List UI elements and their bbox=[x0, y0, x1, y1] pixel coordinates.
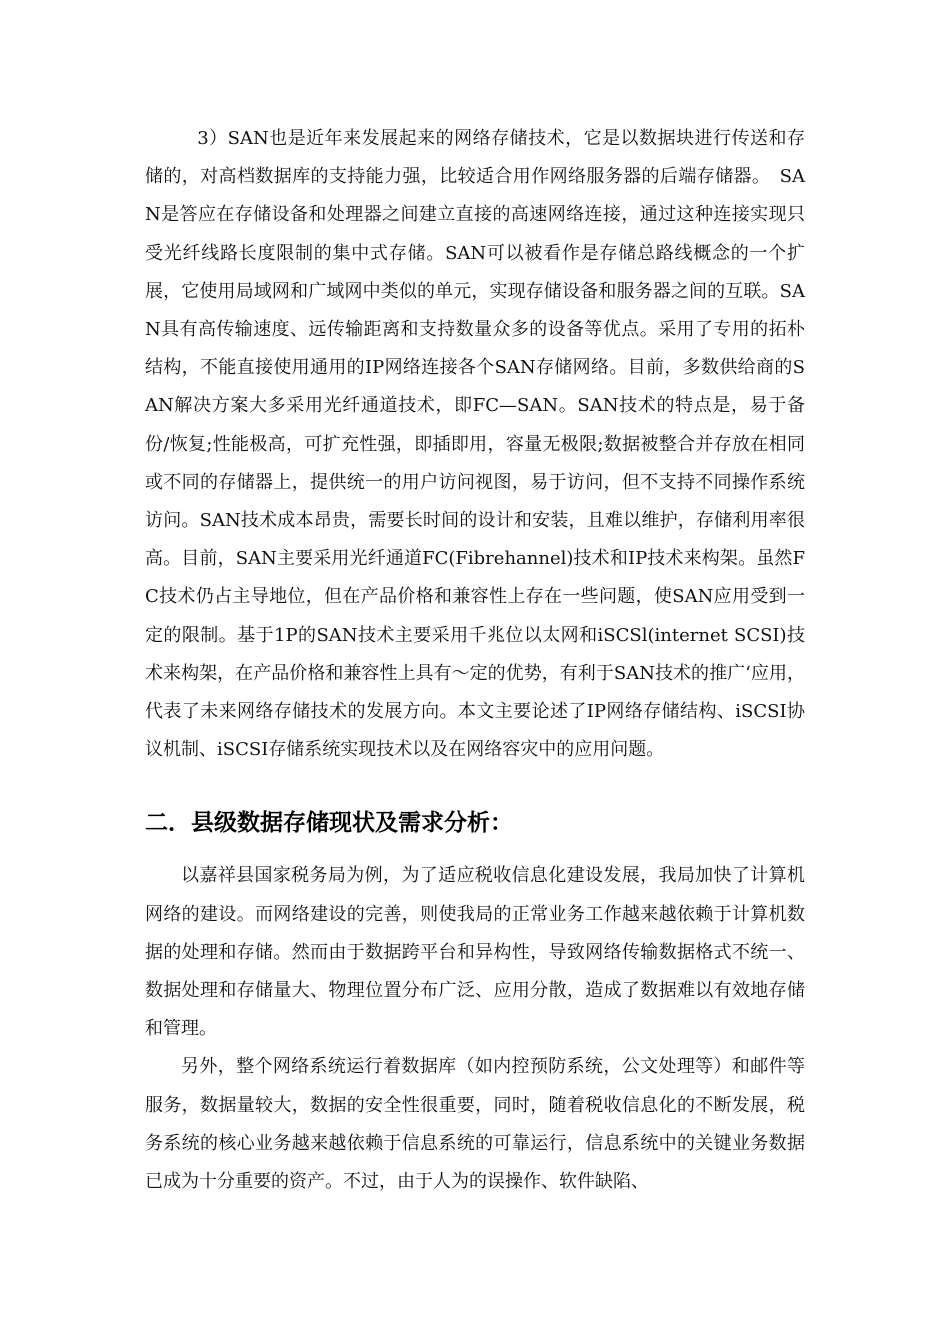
paragraph-san-overview: 3）SAN也是近年来发展起来的网络存储技术，它是以数据块进行传送和存储的，对高档数据库的支持能力强，比较适合用作网络服务器的后端存储器。 SAN是答应在存储设备和处理器之间建立直接的高速网络连接，通过这种连接实现只受光纤线路长度限制的集中式存储。SAN可以被看作是存储总路线概念的一个扩展，它使用局域网和广域网中类似的单元，实现存储设备和服务器之间的互联。SAN具有高传输速度、远传输距离和支持数量众多的设备等优点。采用了专用的拓朴结构，不能直接使用通用的IP网络连接各个SAN存储网络。目前，多数供给商的SAN解决方案大多采用光纤通道技术，即FC—SAN。SAN技术的特点是，易于备份/恢复;性能极高，可扩充性强，即插即用，容量无极限;数据被整合并存放在相同或不同的存储器上，提供统一的用户访问视图，易于访问，但不支持不同操作系统访问。SAN技术成本昂贵，需要长时间的设计和安装，且难以维护，存储利用率很高。目前，SAN主要采用光纤通道FC(Fibrehannel)技术和IP技术来构架。虽然FC技术仍占主导地位，但在产品价格和兼容性上存在一些问题，使SAN应用受到一定的限制。基于1P的SAN技术主要采用千兆位以太网和iSCSl(internet SCSI)技术来构架，在产品价格和兼容性上具有～定的优势，有利于SAN技术的推广‘应用，代表了未来网络存储技术的发展方向。本文主要论述了IP网络存储结构、iSCSI协议机制、iSCSI存储系统实现技术以及在网络容灾中的应用问题。 bbox=[145, 128, 805, 761]
document-body bbox=[145, 120, 805, 1201]
paragraph-county-status: 以嘉祥县国家税务局为例，为了适应税收信息化建设发展，我局加快了计算机网络的建设。而网络建设的完善，则使我局的正常业务工作越来越依赖于计算机数据的处理和存储。然而由于数据跨平台和异构性，导致网络传输数据格式不统一、数据处理和存储量大、物理位置分布广泛、应用分散，造成了数据难以有效地存储和管理。 bbox=[145, 865, 805, 1040]
section-heading: 二．县级数据存储现状及需求分析： bbox=[145, 810, 513, 837]
paragraph-data-security: 另外，整个网络系统运行着数据库（如内控预防系统，公文处理等）和邮件等服务，数据量较大，数据的安全性很重要，同时，随着税收信息化的不断发展，税务系统的核心业务越来越依赖于信息系统的可靠运行，信息系统中的关键业务数据已成为十分重要的资产。不过，由于人为的误操作、软件缺陷、 bbox=[145, 1056, 805, 1193]
